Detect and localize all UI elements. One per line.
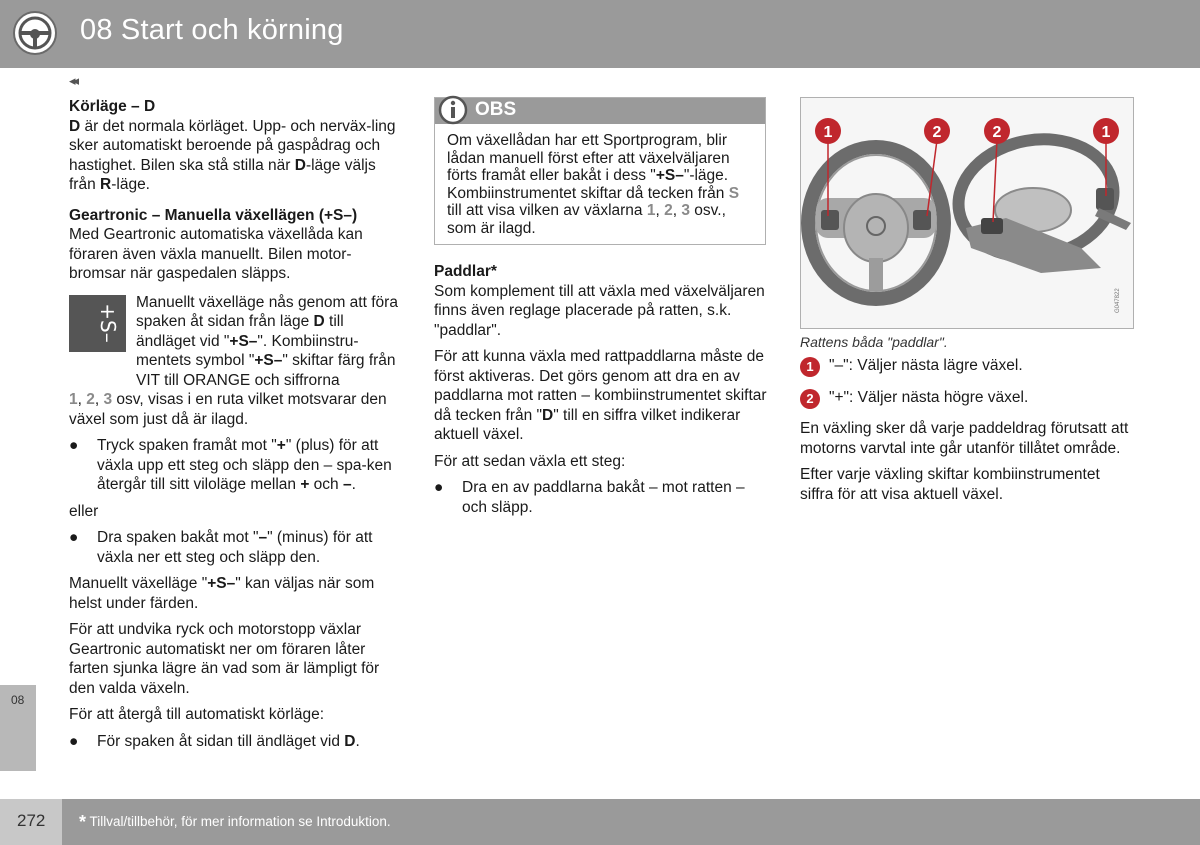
page-title: 08 Start och körning: [80, 14, 344, 46]
heading-korlage-d: Körläge – D: [69, 98, 156, 115]
column-left: [69, 97, 399, 758]
marker-1-right: 1: [1101, 124, 1111, 141]
marker-2-left: 2: [932, 124, 942, 141]
paragraph-vaxla-steg: För att sedan växla ett steg:: [434, 452, 626, 470]
paragraph-manuellt-farden: Manuellt växelläge "+S–" kan väljas när som helst under färden.: [69, 575, 375, 612]
column-middle: [434, 262, 770, 524]
page-header: [0, 0, 1200, 68]
list-item: ● Tryck spaken framåt mot "+" (plus) för att växla upp ett steg och släpp den – spa-ken återgår till sitt viloläge mellan + och –.: [69, 437, 392, 493]
paragraph-vaxling: En växling sker då varje paddeldrag förutsatt att motorns varvtal inte går utanför tillåtet område.: [800, 420, 1129, 457]
paragraph-kombiinstrument: Efter varje växling skiftar kombiinstrumentet siffra för att visa aktuell växel.: [800, 466, 1100, 503]
figure-code: G047822: [1115, 288, 1121, 313]
callout-badge-1: 1: [800, 357, 820, 377]
list-item: ● Dra spaken bakåt mot "–" (minus) för att växla ner ett steg och släpp den.: [69, 529, 373, 566]
callout-1: 1 "–": Väljer nästa lägre växel.: [800, 356, 1136, 376]
text-eller: eller: [69, 502, 99, 520]
paragraph-aterga: För att återgå till automatiskt körläge:: [69, 706, 325, 723]
steering-wheel-icon: [12, 10, 58, 56]
marker-2-right: 2: [992, 124, 1002, 141]
paragraph-korlage: D är det normala körläget. Upp- och nerväx-ling sker automatiskt beroende på gaspådrag och hastighet. Bilen ska stå stilla när D-läge väljs från R-läge.: [69, 117, 396, 193]
obs-header: [435, 98, 765, 124]
info-icon: [438, 95, 468, 125]
back-arrows-icon[interactable]: ◂◂: [69, 73, 77, 88]
paragraph-paddlar: Som komplement till att växla med växelväljaren finns även reglage placerade på ratten, s.k. "paddlar".: [434, 282, 765, 339]
obs-text: Om växellådan har ett Sportprogram, blir lådan manuell först efter att växelväljaren förts framåt eller bakåt i dess "+S–"-läge. Kombiinstrumentet skiftar då tecken från S till att visa vilken av växlarna 1, 2, 3 osv., som är ilagd.: [447, 132, 740, 237]
list-item: ● Dra en av paddlarna bakåt – mot ratten – och släpp.: [434, 479, 745, 516]
list-item: ● För spaken åt sidan till ändläget vid D.: [69, 732, 360, 750]
callout-badge-2: 2: [800, 389, 820, 409]
steering-wheel-figure: [800, 97, 1134, 329]
paragraph-ryck: För att undvika ryck och motorstopp växlar Geartronic automatiskt ner om föraren låter farten sjunka lägre än vad som är lämpligt för den valda växeln.: [69, 621, 380, 697]
heading-paddlar: Paddlar*: [434, 263, 497, 280]
geartronic-s-symbol-icon: [69, 295, 126, 352]
steering-wheel-illustration: [801, 98, 1133, 328]
marker-1-left: 1: [823, 124, 833, 141]
heading-geartronic: Geartronic – Manuella växellägen (+S–): [69, 206, 358, 224]
obs-title: OBS: [475, 99, 517, 120]
column-right: [800, 356, 1136, 511]
symbol-paragraph: [69, 293, 399, 391]
chapter-side-tab[interactable]: 08: [0, 685, 36, 771]
paragraph-aktiveras: För att kunna växla med rattpaddlarna måste de först aktiveras. Det görs genom att dra en av paddlarna mot ratten – kombiinstrumentet skiftar då tecken från "D" till en siffra vilket indikerar aktuell växel.: [434, 348, 767, 443]
paragraph-manuellt: Manuellt växelläge nås genom att föra spaken åt sidan från läge D till ändläget vid "+S–". Kombiinstru-mentets symbol "+S–" skiftar färg från VIT till ORANGE och siffrorna: [136, 293, 398, 389]
callout-2: 2 "+": Väljer nästa högre växel.: [800, 388, 1136, 408]
footnote: * Tillval/tillbehör, för mer information se Introduktion.: [79, 812, 391, 832]
paragraph-geartronic: Med Geartronic automatiska växellåda kan föraren även växla manuellt. Bilen motor-bromsar när gaspedalen släpps.: [69, 226, 363, 282]
paragraph-manuellt-cont: 1, 2, 3 osv, visas i en ruta vilket motsvarar den växel som just då är ilagd.: [69, 391, 387, 428]
svg-text:+S–: +S–: [96, 302, 120, 343]
page-number: 272: [0, 799, 62, 845]
obs-note-box: [434, 97, 766, 245]
figure-caption: Rattens båda "paddlar".: [800, 334, 948, 350]
